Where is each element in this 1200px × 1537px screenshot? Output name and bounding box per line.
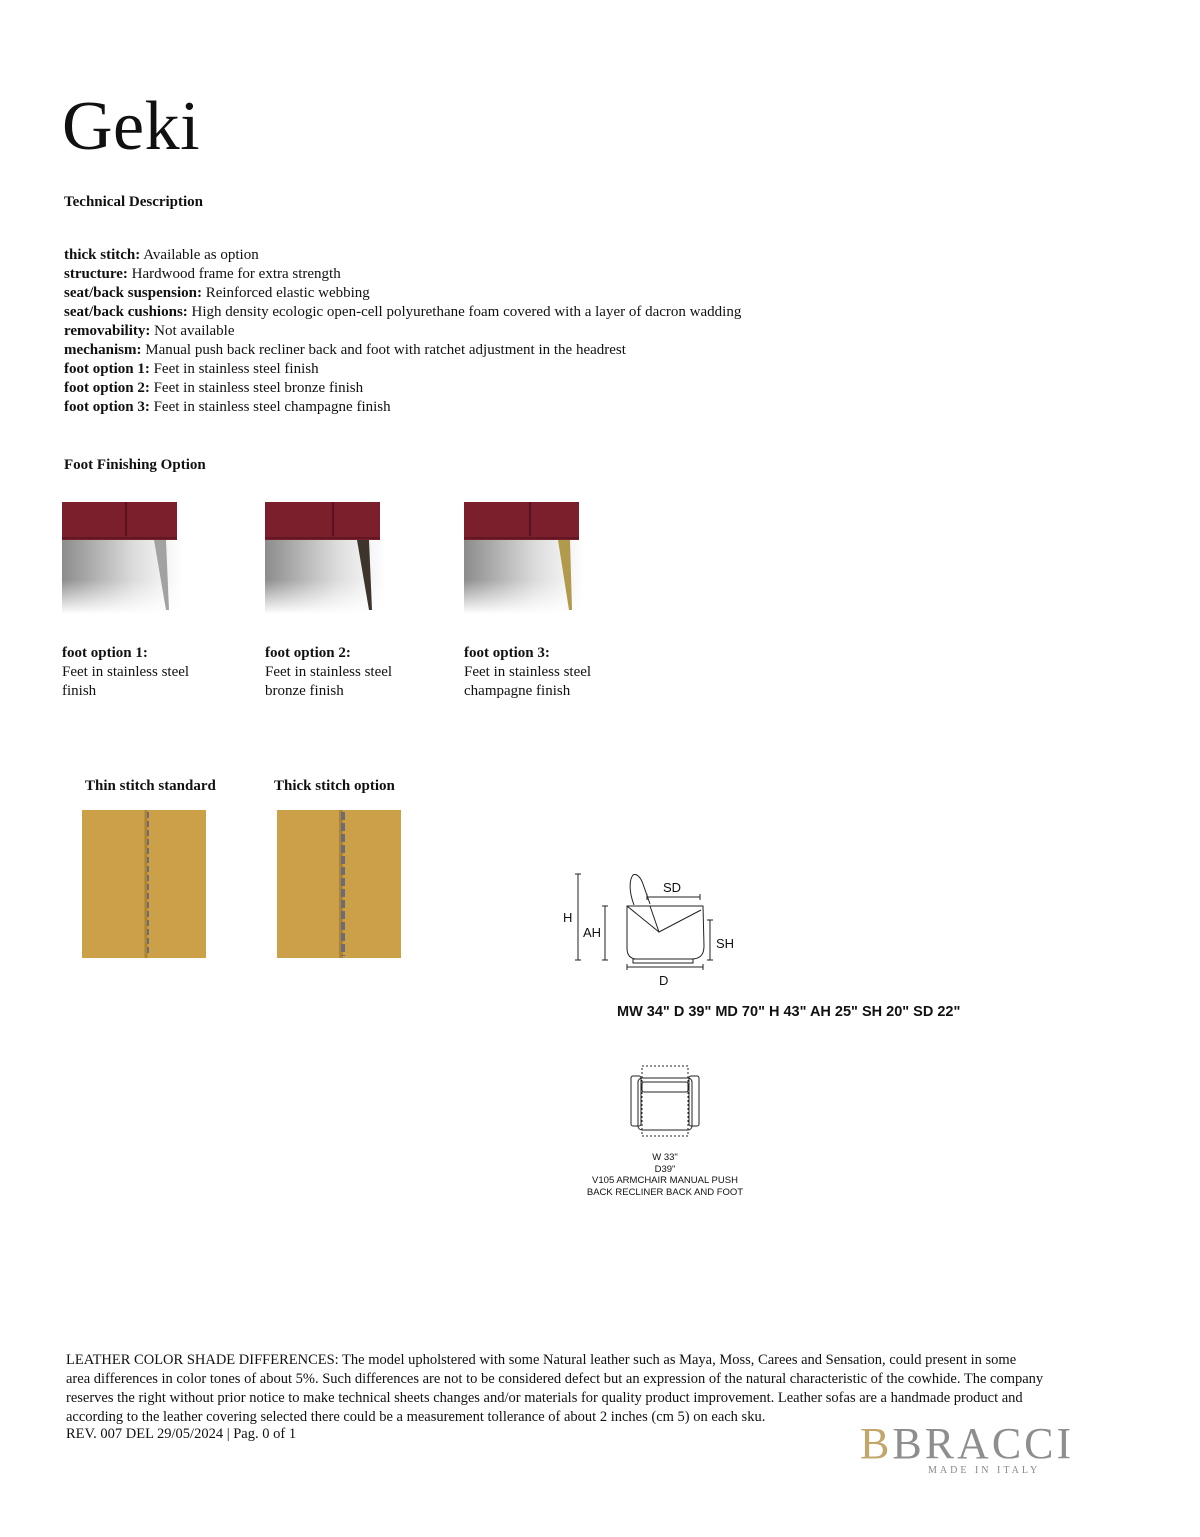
foot-option-card-3 — [464, 502, 639, 701]
foot-option-desc-line: Feet in stainless steel — [62, 664, 190, 680]
spec-label: foot option 1: — [64, 361, 150, 377]
dim-label-ah: AH — [583, 925, 602, 940]
spec-label: thick stitch: — [64, 247, 141, 263]
side-elevation-drawing — [555, 862, 755, 992]
dimensions-summary: MW 34" D 39" MD 70" H 43" AH 25" SH 20" SD 22" — [617, 1004, 961, 1020]
bracci-logo — [860, 1419, 1075, 1468]
spec-row — [64, 265, 741, 284]
spec-row — [64, 284, 741, 303]
disclaimer-line: area differences in color tones of about 5%. Such differences are not to be considered defect but an expression of the natural characteristic of the cowhide. The company — [66, 1371, 1044, 1387]
section-heading-technical-description: Technical Description — [64, 194, 204, 210]
thin-stitch-swatch — [82, 810, 206, 958]
spec-label: seat/back cushions: — [64, 304, 188, 320]
spec-value: Not available — [154, 323, 235, 339]
spec-row — [64, 246, 741, 265]
foot-option-desc-line: Feet in stainless steel — [464, 664, 592, 680]
stitch-label-thin: Thin stitch standard — [85, 778, 216, 794]
foot-option-title: foot option 3: — [464, 645, 550, 661]
top-plan-drawing — [625, 1062, 705, 1142]
spec-label: foot option 3: — [64, 399, 150, 415]
spec-row — [64, 303, 741, 322]
spec-label: removability: — [64, 323, 151, 339]
spec-value: Feet in stainless steel champagne finish — [153, 399, 391, 415]
foot-option-desc-line: finish — [62, 683, 97, 699]
spec-label: structure: — [64, 266, 128, 282]
section-heading-foot-finishing: Foot Finishing Option — [64, 457, 206, 473]
spec-row — [64, 398, 741, 417]
spec-value: High density ecologic open-cell polyurethane foam covered with a layer of dacron wadding — [191, 304, 742, 320]
plan-caption-line: BACK RECLINER BACK AND FOOT — [586, 1186, 744, 1198]
spec-label: mechanism: — [64, 342, 142, 358]
foot-option-image-1 — [62, 502, 182, 614]
page-title: Geki — [62, 88, 201, 165]
disclaimer-line: LEATHER COLOR SHADE DIFFERENCES: The model upholstered with some Natural leather such as Maya, Moss, Carees and Sensation, could present in some — [66, 1352, 1017, 1368]
spec-list — [64, 246, 741, 417]
spec-row — [64, 360, 741, 379]
plan-caption-line: D39" — [654, 1163, 676, 1175]
foot-option-desc-line: champagne finish — [464, 683, 571, 699]
spec-label: foot option 2: — [64, 380, 150, 396]
foot-option-image-2 — [265, 502, 385, 614]
stitch-label-thick: Thick stitch option — [274, 778, 395, 794]
logo-wordmark: BRACCI — [892, 1419, 1075, 1468]
plan-caption-line: W 33" — [652, 1152, 678, 1163]
logo-tagline: MADE IN ITALY — [928, 1465, 1041, 1476]
foot-option-title: foot option 1: — [62, 645, 148, 661]
spec-value: Feet in stainless steel bronze finish — [153, 380, 364, 396]
foot-option-image-3 — [464, 502, 584, 614]
plan-caption — [575, 1152, 755, 1198]
spec-row — [64, 379, 741, 398]
spec-label: seat/back suspension: — [64, 285, 202, 301]
foot-option-card-2 — [265, 502, 440, 701]
foot-option-desc-line: bronze finish — [265, 683, 344, 699]
disclaimer-text — [66, 1351, 1126, 1427]
plan-caption-line: V105 ARMCHAIR MANUAL PUSH — [592, 1175, 738, 1186]
foot-option-desc-line: Feet in stainless steel — [265, 664, 393, 680]
spec-value: Hardwood frame for extra strength — [131, 266, 341, 282]
revision-info: REV. 007 DEL 29/05/2024 | Pag. 0 of 1 — [66, 1426, 297, 1442]
spec-value: Manual push back recliner back and foot with ratchet adjustment in the headrest — [145, 342, 626, 358]
dim-label-d: D — [659, 973, 669, 988]
spec-value: Available as option — [143, 247, 259, 263]
spec-value: Feet in stainless steel finish — [153, 361, 319, 377]
dim-label-sh: SH — [716, 936, 735, 951]
disclaimer-line: according to the leather covering selected there could be a measurement tollerance of about 2 inches (cm 5) on each sku. — [66, 1409, 766, 1425]
spec-row — [64, 322, 741, 341]
dim-label-h: H — [563, 910, 573, 925]
dim-label-sd: SD — [663, 880, 682, 895]
disclaimer-line: reserves the right without prior notice to make technical sheets changes and/or materials for quality product improvement. Leather sofas are a handmade product and — [66, 1390, 1023, 1406]
foot-option-card-1 — [62, 502, 237, 701]
logo-mark: B — [860, 1419, 893, 1468]
spec-row — [64, 341, 741, 360]
foot-option-title: foot option 2: — [265, 645, 351, 661]
thick-stitch-swatch — [277, 810, 401, 958]
spec-value: Reinforced elastic webbing — [205, 285, 370, 301]
